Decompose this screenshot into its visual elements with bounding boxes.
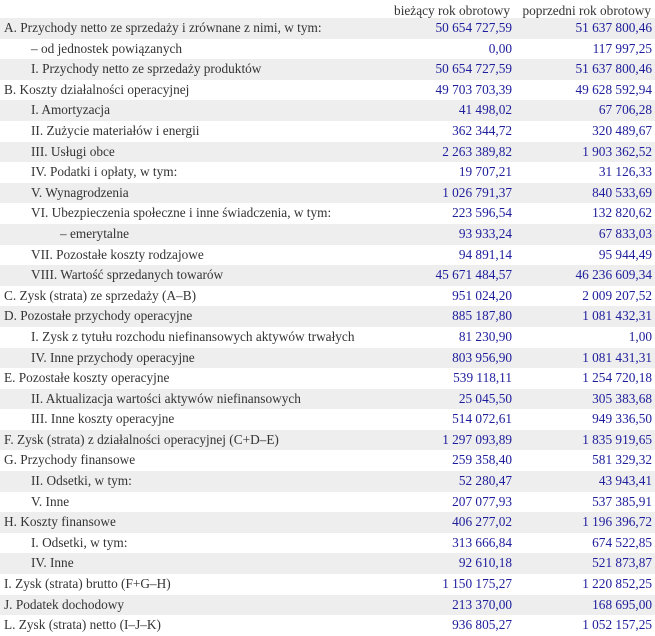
row-label: II. Odsetki, w tym:	[31, 473, 132, 489]
current-year-value: 1 297 093,89	[442, 431, 512, 447]
current-year-value: 539 118,11	[453, 370, 512, 386]
row-label: VIII. Wartość sprzedanych towarów	[31, 267, 224, 283]
table-row	[0, 142, 655, 163]
current-year-value: 936 805,27	[452, 617, 512, 633]
current-year-value: 803 956,90	[452, 349, 512, 365]
table-row	[0, 492, 655, 513]
table-row	[0, 368, 655, 389]
table-row	[0, 39, 655, 60]
row-label: VI. Ubezpieczenia społeczne i inne świadczenia, w tym:	[31, 205, 332, 221]
previous-year-value: 168 695,00	[592, 596, 652, 612]
row-label: III. Usługi obce	[31, 143, 115, 159]
previous-year-value: 2 009 207,52	[582, 287, 652, 303]
previous-year-value: 305 383,68	[592, 390, 652, 406]
current-year-value: 406 277,02	[452, 514, 512, 530]
current-year-value: 514 072,61	[452, 411, 512, 427]
current-year-value: 50 654 727,59	[435, 20, 512, 35]
table-row	[0, 245, 655, 266]
table-row	[0, 286, 655, 307]
table-row	[0, 615, 655, 636]
current-year-value: 1 026 791,37	[442, 184, 512, 200]
previous-year-value: 320 489,67	[592, 122, 652, 138]
previous-year-value: 1 903 362,52	[582, 143, 652, 159]
previous-year-value: 674 522,85	[592, 534, 652, 550]
table-row	[0, 265, 655, 286]
table-row	[0, 18, 655, 39]
row-label: A. Przychody netto ze sprzedaży i zrównane z nimi, w tym:	[4, 20, 322, 35]
table-row	[0, 471, 655, 492]
current-year-value: 94 891,14	[458, 246, 512, 262]
current-year-value: 313 666,84	[452, 534, 512, 550]
current-year-value: 41 498,02	[458, 102, 512, 118]
previous-year-value: 1 052 157,25	[582, 617, 652, 633]
current-year-value: 1 150 175,27	[442, 576, 512, 592]
current-year-value: 52 280,47	[458, 473, 512, 489]
previous-year-value: 537 385,91	[592, 493, 652, 509]
previous-year-header: poprzedni rok obrotowy	[522, 3, 651, 18]
row-label: VII. Pozostałe koszty rodzajowe	[31, 246, 204, 262]
current-year-value: 362 344,72	[452, 122, 512, 138]
current-year-value: 259 358,40	[452, 452, 512, 468]
row-label: C. Zysk (strata) ze sprzedaży (A–B)	[4, 287, 196, 303]
table-row	[0, 533, 655, 554]
row-label: B. Koszty działalności operacyjnej	[4, 81, 190, 97]
current-year-value: 92 610,18	[458, 555, 512, 571]
row-label: IV. Inne	[31, 555, 74, 571]
row-label: II. Zużycie materiałów i energii	[31, 122, 200, 138]
previous-year-value: 67 833,03	[598, 225, 652, 241]
label-column-header	[0, 0, 383, 18]
row-label: J. Podatek dochodowy	[4, 596, 125, 612]
table-row	[0, 203, 655, 224]
previous-year-value: 1 081 431,31	[582, 349, 652, 365]
table-row	[0, 121, 655, 142]
row-label: E. Pozostałe koszty operacyjne	[4, 370, 170, 386]
table-row	[0, 409, 655, 430]
previous-year-value: 840 533,69	[592, 184, 652, 200]
row-label: III. Inne koszty operacyjne	[31, 411, 175, 427]
row-label: – emerytalne	[60, 225, 130, 241]
table-row	[0, 595, 655, 616]
previous-year-value: 581 329,32	[592, 452, 652, 468]
previous-year-value: 521 873,87	[592, 555, 652, 571]
current-year-header: bieżący rok obrotowy	[394, 3, 510, 18]
row-label: H. Koszty finansowe	[4, 514, 116, 530]
previous-year-value: 1 254 720,18	[582, 370, 652, 386]
previous-year-value: 132 820,62	[592, 205, 652, 221]
previous-year-value: 1,00	[628, 328, 652, 344]
current-year-value: 19 707,21	[458, 164, 512, 180]
previous-year-value: 1 835 919,65	[582, 431, 652, 447]
table-row	[0, 348, 655, 369]
table-body	[0, 18, 655, 636]
table-row	[0, 389, 655, 410]
current-year-value: 2 263 389,82	[442, 143, 512, 159]
previous-year-value: 1 220 852,25	[582, 576, 652, 592]
current-year-value: 207 077,93	[452, 493, 512, 509]
previous-year-value: 95 944,49	[598, 246, 652, 262]
current-year-value: 0,00	[488, 40, 512, 56]
row-label: I. Odsetki, w tym:	[31, 534, 128, 550]
row-label: IV. Podatki i opłaty, w tym:	[31, 164, 178, 180]
previous-year-value: 1 196 396,72	[582, 514, 652, 530]
row-label: D. Pozostałe przychody operacyjne	[4, 308, 193, 324]
previous-year-value: 949 336,50	[592, 411, 652, 427]
table-row	[0, 327, 655, 348]
row-label: G. Przychody finansowe	[4, 452, 136, 468]
previous-year-value: 1 081 432,31	[582, 308, 652, 324]
table-row	[0, 574, 655, 595]
row-label: II. Aktualizacja wartości aktywów niefinansowych	[31, 390, 301, 406]
row-label: I. Amortyzacja	[31, 102, 111, 118]
row-label: F. Zysk (strata) z działalności operacyjnej (C+D–E)	[4, 431, 279, 447]
row-label: L. Zysk (strata) netto (I–J–K)	[4, 617, 161, 633]
table-row	[0, 162, 655, 183]
previous-year-value: 31 126,33	[598, 164, 652, 180]
table-row	[0, 430, 655, 451]
current-year-value: 50 654 727,59	[435, 61, 512, 77]
current-year-value: 25 045,50	[458, 390, 512, 406]
current-year-value: 45 671 484,57	[435, 267, 512, 283]
previous-year-value: 46 236 609,34	[575, 267, 652, 283]
table-row	[0, 59, 655, 80]
row-label: IV. Inne przychody operacyjne	[31, 349, 195, 365]
current-year-value: 49 703 703,39	[435, 81, 512, 97]
row-label: I. Przychody netto ze sprzedaży produktów	[31, 61, 262, 77]
row-label: I. Zysk z tytułu rozchodu niefinansowych aktywów trwałych	[31, 328, 355, 344]
table-row	[0, 306, 655, 327]
table-row	[0, 183, 655, 204]
previous-year-value: 117 997,25	[592, 40, 652, 56]
current-year-value: 223 596,54	[452, 205, 512, 221]
row-label: I. Zysk (strata) brutto (F+G–H)	[4, 576, 171, 592]
previous-year-value: 51 637 800,46	[575, 61, 652, 77]
table-row	[0, 80, 655, 101]
row-label: V. Wynagrodzenia	[31, 184, 129, 200]
table-row	[0, 553, 655, 574]
table-row	[0, 450, 655, 471]
previous-year-value: 43 943,41	[598, 473, 652, 489]
table-row	[0, 100, 655, 121]
previous-year-value: 67 706,28	[598, 102, 652, 118]
table-row	[0, 512, 655, 533]
table-header-row	[0, 0, 655, 18]
previous-year-value: 49 628 592,94	[575, 81, 652, 97]
current-year-value: 885 187,80	[452, 308, 512, 324]
current-year-value: 93 933,24	[458, 225, 512, 241]
current-year-value: 81 230,90	[458, 328, 512, 344]
current-year-value: 951 024,20	[452, 287, 512, 303]
row-label: V. Inne	[31, 493, 70, 509]
previous-year-value: 51 637 800,46	[575, 20, 652, 35]
row-label: – od jednostek powiązanych	[31, 40, 183, 56]
table-row	[0, 224, 655, 245]
current-year-value: 213 370,00	[452, 596, 512, 612]
